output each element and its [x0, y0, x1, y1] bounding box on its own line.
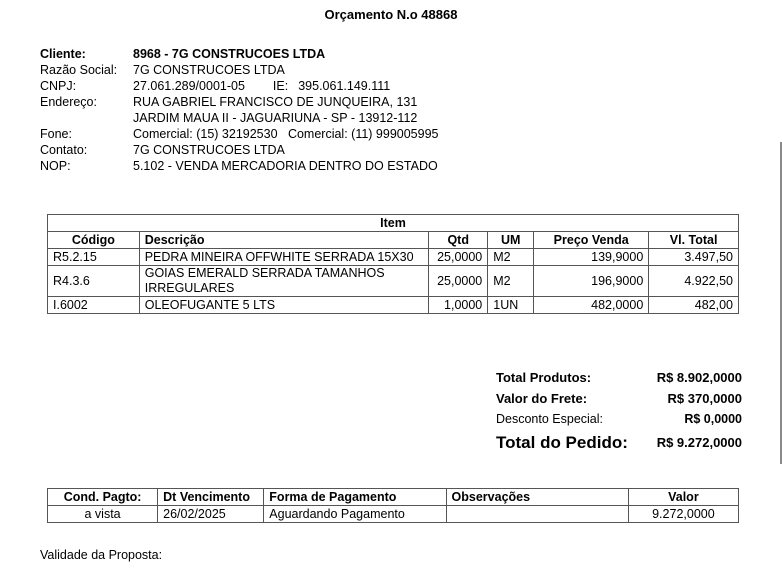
- endereco-row: [40, 94, 439, 110]
- cell-codigo: R5.2.15: [48, 249, 140, 266]
- col-descricao: Descrição: [139, 232, 428, 249]
- payment-table: [47, 488, 739, 523]
- total-pedido-row: [496, 430, 742, 456]
- cell-preco: 139,9000: [534, 249, 649, 266]
- desconto-value: R$ 0,0000: [684, 412, 742, 426]
- fone-label: Fone:: [40, 127, 72, 141]
- col-forma: Forma de Pagamento: [264, 489, 446, 506]
- col-observacoes: Observações: [446, 489, 628, 506]
- razao-row: [40, 62, 439, 78]
- fone-row: [40, 126, 439, 142]
- total-produtos-value: R$ 8.902,0000: [656, 370, 742, 385]
- valor-frete-row: [496, 388, 742, 409]
- contato-label: Contato:: [40, 143, 88, 157]
- col-preco: Preço Venda: [534, 232, 649, 249]
- cnpj-row: [40, 78, 439, 94]
- cell-preco: 482,0000: [534, 297, 649, 314]
- col-cond: Cond. Pagto:: [48, 489, 158, 506]
- cell-cond: a vista: [48, 506, 158, 523]
- endereco-label: Endereço:: [40, 95, 97, 109]
- client-row: [40, 46, 439, 62]
- cell-vencimento: 26/02/2025: [158, 506, 264, 523]
- desconto-row: [496, 409, 742, 430]
- col-valor: Valor: [628, 489, 738, 506]
- col-total: Vl. Total: [649, 232, 739, 249]
- cell-um: M2: [488, 249, 534, 266]
- endereco-row-2: [40, 110, 439, 126]
- ie-label: IE:: [272, 79, 289, 93]
- cell-um: M2: [488, 266, 534, 297]
- cell-valor: 9.272,0000: [628, 506, 738, 523]
- cnpj-value: 27.061.289/0001-05: [133, 79, 245, 93]
- total-produtos-row: [496, 367, 742, 388]
- items-table: [47, 214, 739, 314]
- nop-value: 5.102 - VENDA MERCADORIA DENTRO DO ESTADO: [133, 159, 438, 173]
- cell-total: 4.922,50: [649, 266, 739, 297]
- table-row: [48, 506, 739, 523]
- cell-total: 482,00: [649, 297, 739, 314]
- endereco-line1: RUA GABRIEL FRANCISCO DE JUNQUEIRA, 131: [133, 95, 418, 109]
- client-value: 8968 - 7G CONSTRUCOES LTDA: [133, 47, 326, 61]
- items-header: Item: [48, 215, 739, 232]
- valor-frete-value: R$ 370,0000: [667, 391, 742, 406]
- payment-column-headers: [48, 489, 739, 506]
- client-label: Cliente:: [40, 47, 86, 61]
- col-qtd: Qtd: [429, 232, 488, 249]
- table-row: [48, 249, 739, 266]
- endereco-line2: JARDIM MAUA II - JAGUARIUNA - SP - 13912-112: [133, 111, 418, 125]
- cell-obs: [446, 506, 628, 523]
- contato-value: 7G CONSTRUCOES LTDA: [133, 143, 285, 157]
- cell-qtd: 1,0000: [429, 297, 488, 314]
- col-vencimento: Dt Vencimento: [158, 489, 264, 506]
- nop-row: [40, 158, 439, 174]
- col-codigo: Código: [48, 232, 140, 249]
- cell-qtd: 25,0000: [429, 266, 488, 297]
- cell-um: 1UN: [488, 297, 534, 314]
- cell-forma: Aguardando Pagamento: [264, 506, 446, 523]
- cell-descricao: OLEOFUGANTE 5 LTS: [139, 297, 428, 314]
- razao-value: 7G CONSTRUCOES LTDA: [133, 63, 285, 77]
- cell-preco: 196,9000: [534, 266, 649, 297]
- total-pedido-value: R$ 9.272,0000: [656, 435, 742, 450]
- desconto-label: Desconto Especial:: [496, 412, 604, 426]
- table-row: [48, 297, 739, 314]
- total-produtos-label: Total Produtos:: [496, 370, 592, 385]
- cell-descricao: PEDRA MINEIRA OFFWHITE SERRADA 15X30: [139, 249, 428, 266]
- total-pedido-label: Total do Pedido:: [496, 433, 628, 452]
- totals-block: [496, 367, 742, 456]
- validity-label: Validade da Proposta:: [40, 548, 163, 562]
- col-um: UM: [488, 232, 534, 249]
- contato-row: [40, 142, 439, 158]
- ie-value: 395.061.149.111: [298, 79, 391, 93]
- document-title: Orçamento N.o 48868: [324, 7, 458, 22]
- cnpj-label: CNPJ:: [40, 79, 77, 93]
- razao-label: Razão Social:: [40, 63, 118, 77]
- fone-value: Comercial: (15) 32192530 Comercial: (11) 999005995: [133, 127, 439, 141]
- cell-codigo: R4.3.6: [48, 266, 140, 297]
- nop-label: NOP:: [40, 159, 71, 173]
- cell-qtd: 25,0000: [429, 249, 488, 266]
- cell-descricao: GOIAS EMERALD SERRADA TAMANHOS IRREGULARES: [139, 266, 428, 297]
- client-info: [40, 46, 439, 174]
- table-row: [48, 266, 739, 297]
- cell-total: 3.497,50: [649, 249, 739, 266]
- items-column-headers: [48, 232, 739, 249]
- valor-frete-label: Valor do Frete:: [496, 391, 588, 406]
- cell-codigo: I.6002: [48, 297, 140, 314]
